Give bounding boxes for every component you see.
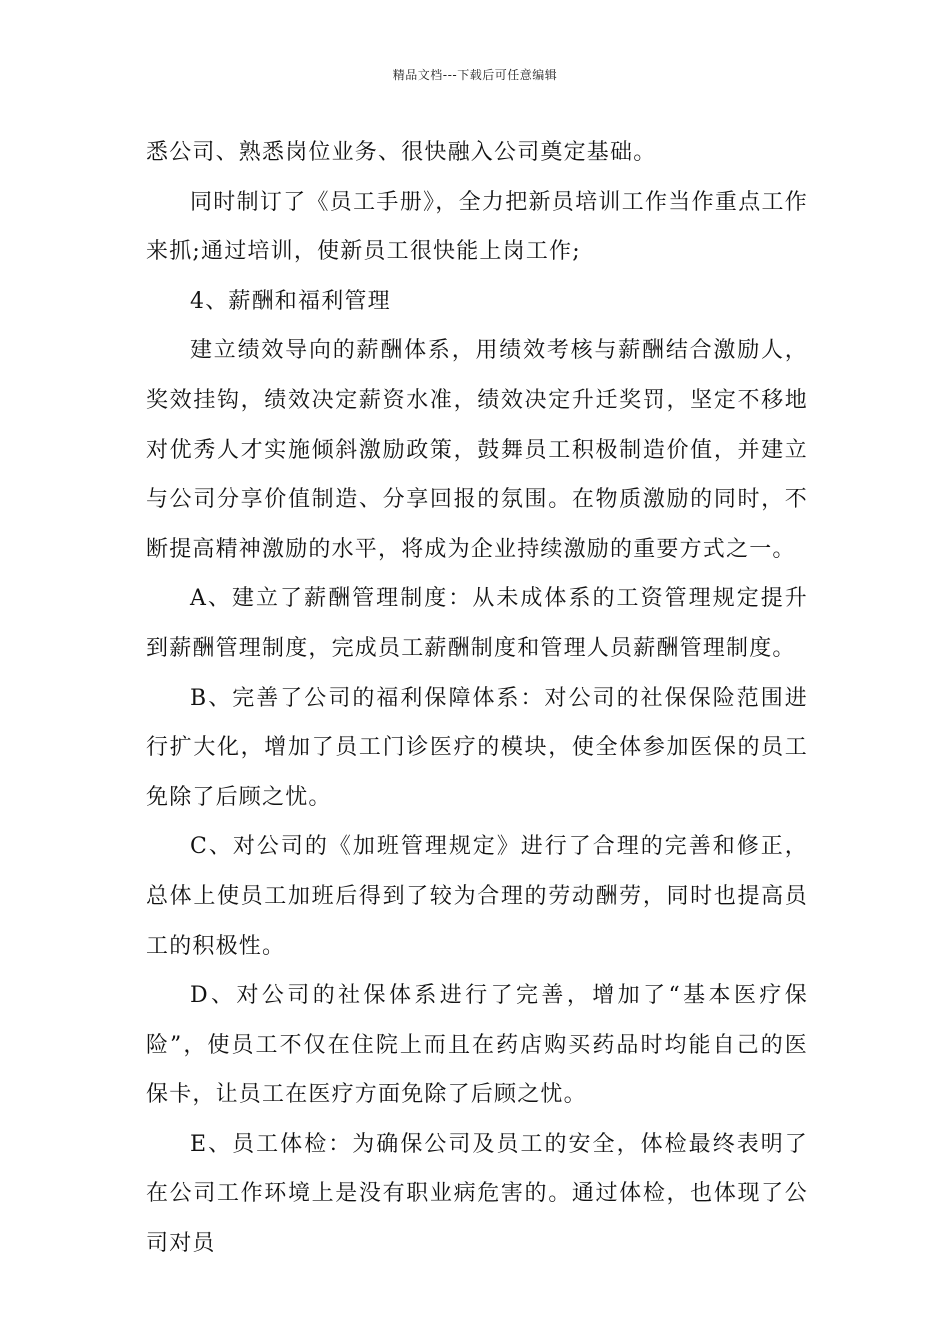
document-body xyxy=(146,128,808,1269)
paragraph-performance-salary: 建立绩效导向的薪酬体系，用绩效考核与薪酬结合激励人，奖效挂钩，绩效决定薪资水准，绩效决定升迁奖罚，坚定不移地对优秀人才实施倾斜激励政策，鼓舞员工积极制造价值，并建立与公司分享价值制造、分享回报的氛围。在物质激励的同时，不断提高精神激励的水平，将成为企业持续激励的重要方式之一。 xyxy=(146,338,808,562)
paragraph-employee-handbook: 同时制订了《员工手册》，全力把新员培训工作当作重点工作来抓;通过培训，使新员工很快能上岗工作; xyxy=(146,189,808,265)
paragraph-item-b: B、完善了公司的福利保障体系：对公司的社保保险范围进行扩大化，增加了员工门诊医疗的模块，使全体参加医保的员工免除了后顾之忧。 xyxy=(146,685,808,810)
paragraph-item-e: E、员工体检：为确保公司及员工的安全，体检最终表明了在公司工作环境上是没有职业病危害的。通过体检，也体现了公司对员 xyxy=(146,1131,808,1257)
paragraph-item-d: D、对公司的社保体系进行了完善，增加了“基本医疗保险”，使员工不仅在住院上而且在药店购买药品时均能自己的医保卡，让员工在医疗方面免除了后顾之忧。 xyxy=(146,983,808,1108)
paragraph-item-a: A、建立了薪酬管理制度：从未成体系的工资管理规定提升到薪酬管理制度，完成员工薪酬制度和管理人员薪酬管理制度。 xyxy=(146,586,808,661)
page-header: 精品文档---下载后可任意编辑 xyxy=(392,68,558,82)
section-heading-salary-welfare: 4、薪酬和福利管理 xyxy=(190,288,391,314)
paragraph-item-c: C、对公司的《加班管理规定》进行了合理的完善和修正，总体上使员工加班后得到了较为合理的劳动酬劳，同时也提高员工的积极性。 xyxy=(146,834,808,959)
paragraph-continuation: 悉公司、熟悉岗位业务、很快融入公司奠定基础。 xyxy=(146,140,657,165)
